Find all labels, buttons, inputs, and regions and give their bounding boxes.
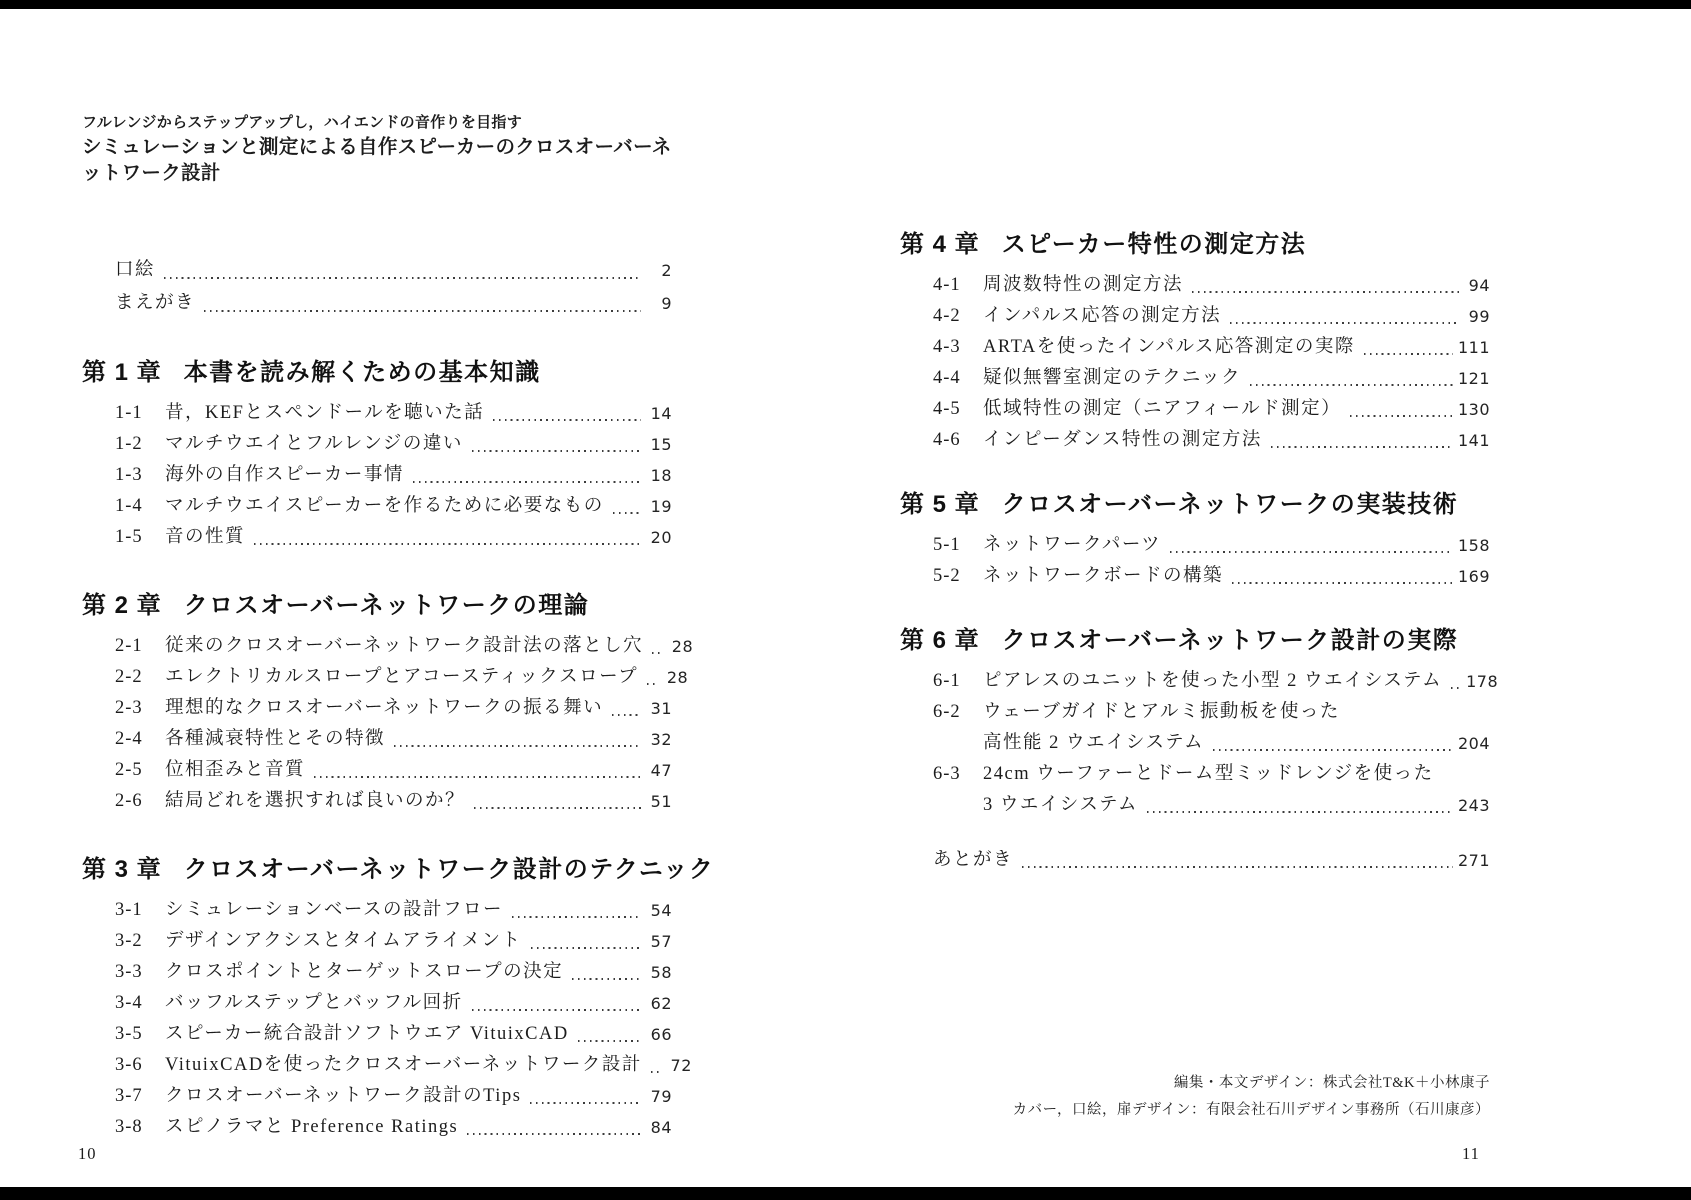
back-matter-list	[900, 845, 1490, 876]
toc-entry-page: 51	[650, 792, 672, 811]
dot-leader	[652, 652, 662, 654]
colophon-credits	[900, 1070, 1490, 1124]
chapter-3-block	[82, 853, 715, 1143]
dot-leader	[474, 807, 641, 809]
toc-entry-number: 3-6	[115, 1055, 143, 1075]
dot-leader	[530, 1102, 641, 1104]
credit-line-editing: 編集・本文デザイン：株式会社T&K＋小林康子	[1173, 1075, 1490, 1091]
toc-entry-backmatter	[900, 845, 1490, 876]
toc-entry-page: 28	[666, 668, 689, 687]
chapter-heading	[900, 624, 1490, 658]
toc-entry-page: 31	[650, 699, 672, 718]
dot-leader	[651, 1071, 661, 1073]
toc-entry-title: 従来のクロスオーバーネットワーク設計法の落とし穴	[165, 636, 644, 656]
toc-entry-number: 4-2	[933, 306, 961, 326]
toc-entry-page: 94	[1468, 276, 1490, 295]
chapter-heading	[82, 853, 715, 887]
toc-entry-page: 72	[670, 1056, 692, 1075]
toc-entry-page: 271	[1457, 851, 1490, 870]
chapter-title: クロスオーバーネットワークの理論	[183, 592, 590, 619]
dot-leader	[394, 745, 641, 747]
toc-entry-page: 158	[1457, 536, 1490, 555]
toc-entry	[82, 693, 672, 724]
chapter-heading	[82, 589, 672, 623]
toc-entry-title: 高性能 2 ウエイシステム	[983, 733, 1205, 753]
toc-entry-title: 低域特性の測定（ニアフィールド測定）	[983, 399, 1342, 419]
toc-entry-title: インピーダンス特性の測定方法	[983, 430, 1262, 450]
dot-leader	[472, 450, 641, 452]
chapter-1-block	[82, 356, 672, 553]
toc-entry-continuation	[900, 728, 1490, 759]
toc-entry	[900, 363, 1490, 394]
toc-entry-page: 178	[1466, 672, 1499, 691]
toc-entry-page: 243	[1457, 796, 1490, 815]
toc-entry-number: 3-4	[115, 993, 143, 1013]
toc-entry	[900, 530, 1490, 561]
toc-entry	[82, 1019, 672, 1050]
toc-entry-page: 20	[650, 528, 672, 547]
book-title: シミュレーションと測定による自作スピーカーのクロスオーバーネットワーク設計	[82, 136, 672, 184]
toc-entry-number: 2-3	[115, 698, 143, 718]
toc-entry	[82, 429, 672, 460]
toc-entry-continuation	[900, 790, 1490, 821]
folio-left: 10	[78, 1144, 97, 1163]
toc-entry-number: 4-5	[933, 399, 961, 419]
toc-entry-title: スピーカー統合設計ソフトウエア VituixCAD	[165, 1024, 569, 1044]
toc-entry-page: 204	[1457, 734, 1490, 753]
dot-leader	[1213, 749, 1453, 751]
toc-entry-page: 84	[650, 1118, 672, 1137]
toc-entry	[82, 398, 672, 429]
toc-entry-page: 47	[650, 761, 672, 780]
dot-leader	[1250, 384, 1453, 386]
toc-entry-page: 15	[650, 435, 672, 454]
toc-entry-page: 66	[650, 1025, 672, 1044]
toc-entry	[900, 697, 1490, 728]
toc-entry-title: 疑似無響室測定のテクニック	[983, 368, 1242, 388]
toc-entry-page: 19	[650, 497, 672, 516]
dot-leader	[1350, 415, 1453, 417]
dot-leader	[1170, 551, 1453, 553]
toc-entry-page: 99	[1468, 307, 1490, 326]
toc-entry-number: 6-3	[933, 764, 961, 784]
toc-entry-title: あとがき	[933, 850, 1014, 870]
dot-leader	[1022, 866, 1453, 868]
dot-leader	[204, 310, 641, 312]
chapter-title: クロスオーバーネットワークの実装技術	[1001, 491, 1459, 518]
toc-entry-page: 18	[650, 466, 672, 485]
toc-entry-page: 62	[650, 994, 672, 1013]
chapter-title: スピーカー特性の測定方法	[1001, 231, 1307, 258]
chapter-title: クロスオーバーネットワーク設計の実際	[1001, 627, 1459, 654]
toc-entry	[82, 491, 672, 522]
dot-leader	[1271, 446, 1453, 448]
toc-entry-number: 1-5	[115, 527, 143, 547]
toc-entry-number: 4-3	[933, 337, 961, 357]
toc-entry-number: 4-1	[933, 275, 961, 295]
toc-entry-title: 3 ウエイシステム	[983, 795, 1139, 815]
chapter-number: 第 4 章	[900, 231, 980, 258]
toc-entry-title: スピノラマと Preference Ratings	[165, 1117, 459, 1137]
dot-leader	[254, 543, 641, 545]
toc-entry-title: 周波数特性の測定方法	[983, 275, 1184, 295]
chapter-5-block	[900, 488, 1490, 592]
dot-leader	[1364, 353, 1453, 355]
toc-entry-number: 5-2	[933, 566, 961, 586]
dot-leader	[164, 277, 641, 279]
dot-leader	[467, 1133, 641, 1135]
toc-entry	[900, 425, 1490, 456]
toc-entry	[82, 1050, 692, 1081]
toc-entry-number: 2-1	[115, 636, 143, 656]
toc-entry-number: 6-1	[933, 671, 961, 691]
toc-entry	[82, 988, 672, 1019]
chapter-heading	[82, 356, 672, 390]
chapter-number: 第 1 章	[82, 359, 162, 386]
toc-entry-title: マルチウエイスピーカーを作るために必要なもの	[165, 496, 604, 516]
toc-entry-number: 1-1	[115, 403, 143, 423]
book-tagline: フルレンジからステップアップし，ハイエンドの音作りを目指す	[82, 114, 523, 131]
toc-entry-title: 音の性質	[165, 527, 246, 547]
chapter-4-block	[900, 228, 1490, 456]
toc-entry-number: 2-4	[115, 729, 143, 749]
toc-entry-title: ネットワークパーツ	[983, 535, 1162, 555]
dot-leader	[531, 947, 642, 949]
toc-entry-page: 54	[650, 901, 672, 920]
toc-entry-page: 14	[650, 404, 672, 423]
toc-entry-number: 3-2	[115, 931, 143, 951]
book-header	[82, 0, 672, 186]
toc-entry-number: 2-6	[115, 791, 143, 811]
toc-entry-page: 130	[1457, 400, 1490, 419]
toc-entry-title: ピアレスのユニットを使った小型 2 ウエイシステム	[983, 671, 1443, 691]
toc-entry	[82, 1081, 672, 1112]
dot-leader	[413, 481, 641, 483]
toc-entry-page: 79	[650, 1087, 672, 1106]
chapter-title: 本書を読み解くための基本知識	[183, 359, 541, 386]
dot-leader	[493, 419, 641, 421]
toc-entry	[900, 666, 1499, 697]
toc-entry-title: 口絵	[115, 260, 156, 280]
toc-entry-page: 2	[661, 261, 672, 280]
toc-entry-frontmatter	[82, 254, 672, 287]
dot-leader	[1232, 582, 1453, 584]
toc-entry-number: 4-6	[933, 430, 961, 450]
dot-leader	[647, 683, 657, 685]
dot-leader	[578, 1040, 641, 1042]
toc-entry-page: 57	[650, 932, 672, 951]
dot-leader	[1192, 291, 1459, 293]
toc-entry-number: 3-5	[115, 1024, 143, 1044]
dot-leader	[1147, 811, 1453, 813]
toc-entry-title: マルチウエイとフルレンジの違い	[165, 434, 463, 454]
chapter-number: 第 3 章	[82, 856, 162, 883]
toc-entry-page: 111	[1457, 338, 1490, 357]
chapter-number: 第 6 章	[900, 627, 980, 654]
toc-entry-number: 1-2	[115, 434, 143, 454]
chapter-6-block	[900, 624, 1499, 821]
toc-entry-title: クロスポイントとターゲットスロープの決定	[165, 962, 564, 982]
toc-entry-title: 結局どれを選択すれば良いのか？	[165, 791, 466, 811]
toc-entry-number: 1-4	[115, 496, 143, 516]
toc-entry-title: VituixCADを使ったクロスオーバーネットワーク設計	[165, 1055, 642, 1075]
toc-entry	[82, 755, 672, 786]
toc-entry-number: 2-2	[115, 667, 143, 687]
toc-entry-title: 昔，KEFとスペンドールを聴いた話	[165, 403, 485, 423]
page-left	[82, 0, 715, 1200]
credit-line-cover-design: カバー，口絵，扉デザイン：有限会社石川デザイン事務所（石川康彦）	[1012, 1102, 1490, 1118]
page-right	[900, 0, 1499, 1200]
chapter-2-block	[82, 589, 694, 817]
toc-entry	[82, 926, 672, 957]
toc-entry	[82, 957, 672, 988]
toc-entry-frontmatter	[82, 287, 672, 320]
toc-entry	[82, 662, 689, 693]
dot-leader	[512, 916, 641, 918]
toc-entry	[900, 561, 1490, 592]
toc-entry	[900, 394, 1490, 425]
toc-entry-title: 海外の自作スピーカー事情	[165, 465, 404, 485]
toc-entry	[82, 1112, 672, 1143]
dot-leader	[613, 512, 641, 514]
toc-entry-page: 141	[1457, 431, 1490, 450]
toc-entry-title: 24cm ウーファーとドーム型ミッドレンジを使った	[983, 764, 1434, 784]
toc-entry	[900, 270, 1490, 301]
chapter-number: 第 2 章	[82, 592, 162, 619]
dot-leader	[572, 978, 641, 980]
toc-entry-title: エレクトリカルスロープとアコースティックスロープ	[165, 667, 639, 687]
toc-entry-page: 28	[671, 637, 694, 656]
toc-entry-page: 9	[661, 294, 672, 313]
toc-entry-number: 5-1	[933, 535, 961, 555]
chapter-number: 第 5 章	[900, 491, 980, 518]
dot-leader	[612, 714, 641, 716]
toc-entry-page: 32	[650, 730, 672, 749]
front-matter-list	[82, 254, 672, 320]
toc-entry-number: 3-7	[115, 1086, 143, 1106]
dot-leader	[472, 1009, 641, 1011]
chapter-heading	[900, 228, 1490, 262]
toc-entry-number: 3-8	[115, 1117, 143, 1137]
toc-entry-title: インパルス応答の測定方法	[983, 306, 1222, 326]
dot-leader	[1451, 687, 1461, 689]
toc-entry-number: 4-4	[933, 368, 961, 388]
toc-entry-number: 2-5	[115, 760, 143, 780]
toc-entry-title: 各種減衰特性とその特徴	[165, 729, 386, 749]
toc-entry-title: 位相歪みと音質	[165, 760, 306, 780]
chapter-title: クロスオーバーネットワーク設計のテクニック	[183, 856, 715, 883]
toc-entry-number: 1-3	[115, 465, 143, 485]
toc-entry	[82, 522, 672, 553]
toc-entry	[900, 332, 1490, 363]
toc-entry	[900, 301, 1490, 332]
toc-entry-page: 169	[1457, 567, 1490, 586]
toc-entry	[82, 895, 672, 926]
dot-leader	[1230, 322, 1459, 324]
toc-entry-number: 3-1	[115, 900, 143, 920]
toc-entry-title: クロスオーバーネットワーク設計のTips	[165, 1086, 522, 1106]
toc-entry	[82, 631, 694, 662]
toc-entry	[82, 460, 672, 491]
chapter-heading	[900, 488, 1490, 522]
toc-entry-page: 121	[1457, 369, 1490, 388]
toc-entry-title: ネットワークボードの構築	[983, 566, 1224, 586]
toc-entry	[900, 759, 1490, 790]
dot-leader	[314, 776, 641, 778]
toc-entry-title: ARTAを使ったインパルス応答測定の実際	[983, 337, 1355, 357]
toc-entry	[82, 724, 672, 755]
toc-entry-title: まえがき	[115, 293, 196, 313]
toc-entry-title: 理想的なクロスオーバーネットワークの振る舞い	[165, 698, 604, 718]
toc-entry-title: ウェーブガイドとアルミ振動板を使った	[983, 702, 1340, 722]
toc-entry	[82, 786, 672, 817]
toc-entry-number: 6-2	[933, 702, 961, 722]
toc-entry-title: デザインアクシスとタイムアライメント	[165, 931, 522, 951]
folio-right: 11	[1462, 1144, 1480, 1163]
toc-entry-page: 58	[650, 963, 672, 982]
toc-entry-title: バッフルステップとバッフル回折	[165, 993, 463, 1013]
toc-entry-title: シミュレーションベースの設計フロー	[165, 900, 503, 920]
toc-entry-number: 3-3	[115, 962, 143, 982]
